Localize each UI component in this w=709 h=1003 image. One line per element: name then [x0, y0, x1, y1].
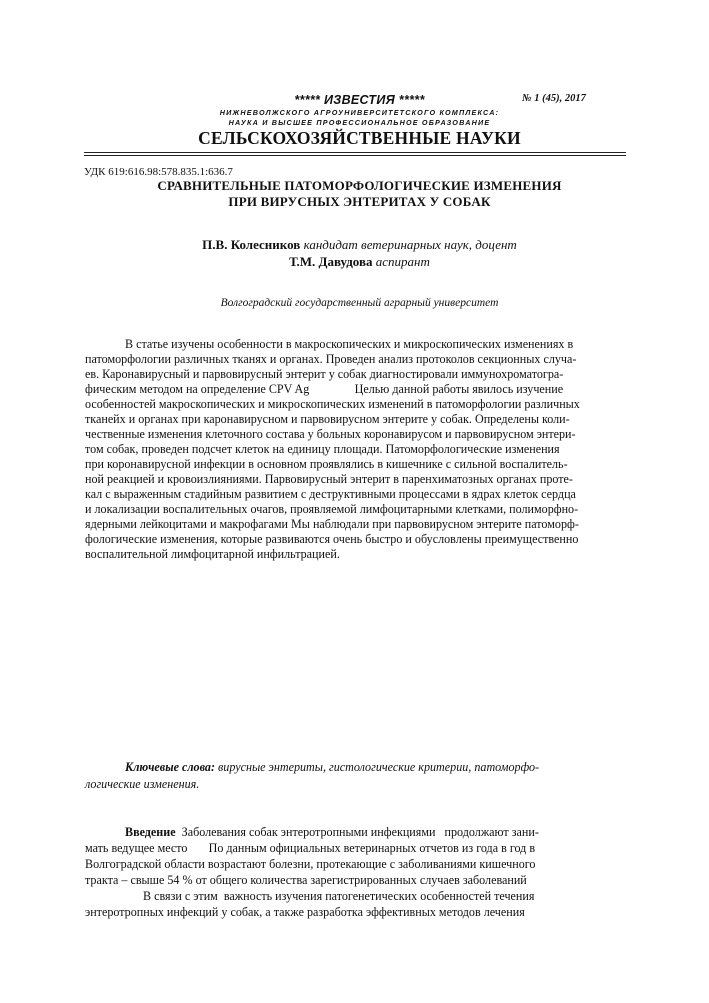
- author-2: [0, 254, 709, 270]
- article-title-line1: СРАВНИТЕЛЬНЫЕ ПАТОМОРФОЛОГИЧЕСКИЕ ИЗМЕНЕНИЯ: [157, 178, 562, 193]
- affiliation: Волгоградский государственный аграрный университет: [220, 297, 499, 309]
- intro-line: тракта – свыше 54 % от общего количества зарегистрированных случаев заболеваний: [85, 873, 527, 887]
- abstract-line: воспалительной лимфоцитарной инфильтрацией.: [85, 547, 340, 561]
- header-rule-top: [84, 152, 626, 153]
- journal-subtitle-line2: НАУКА И ВЫСШЕЕ ПРОФЕССИОНАЛЬНОЕ ОБРАЗОВАНИЕ: [228, 118, 491, 127]
- abstract-line: кал с выраженным стадийным развитием с деструктивными процессами в ядрах клеток сердца: [85, 487, 576, 501]
- journal-title: ***** ИЗВЕСТИЯ *****: [294, 93, 425, 107]
- journal-subtitle-line1: НИЖНЕВОЛЖСКОГО АГРОУНИВЕРСИТЕТСКОГО КОМПЛЕКСА:: [219, 108, 500, 117]
- intro-text: Заболевания собак энтеротропными инфекциями продолжают зани-: [175, 825, 539, 839]
- abstract-line: чественные изменения клеточного состава у больных коронавирусом и парвовирусном энтери-: [85, 427, 576, 441]
- abstract-line: ев. Каронавирусный и парвовирусный энтерит у собак диагностировали иммунохроматогра-: [85, 367, 564, 381]
- author-2-role: аспирант: [375, 254, 430, 269]
- udk-code: УДК 619:616.98:578.835.1:636.7: [84, 166, 233, 178]
- author-2-name: Т.М. Давудова: [289, 254, 373, 269]
- abstract-line: ной реакцией и кровоизлияниями. Парвовирусный энтерит в паренхиматозных органах проте-: [85, 472, 573, 486]
- abstract-line: том собак, проведен подсчет клеток на единицу площади. Патоморфологические изменения: [85, 442, 560, 456]
- abstract-line: тканейх и органах при каронавирусном и парвовирусном энтерите у собак. Определены коли-: [85, 412, 570, 426]
- abstract-line: фическим методом на определение CPV Ag Целью данной работы явилось изучение: [85, 382, 564, 396]
- intro-line: В связи с этим важность изучения патогенетических особенностей течения: [143, 889, 535, 903]
- abstract-line: при коронавирусной инфекции в основном проявлялись в кишечнике с сильной воспалитель-: [85, 457, 568, 471]
- intro-label: Введение: [125, 825, 176, 839]
- header-rule-bottom: [84, 155, 626, 156]
- issue-number: № 1 (45), 2017: [522, 93, 586, 104]
- abstract-line: фологические изменения, которые развиваются очень быстро и обусловлены преимущественно: [85, 532, 579, 546]
- intro-line: энтеротропных инфекций у собак, а также разработка эффективных методов лечения: [85, 905, 525, 919]
- intro-line: Волгоградской области возрастают болезни, протекающие с заболиваниями кишечного: [85, 857, 536, 871]
- intro-line: мать ведущее место По данным официальных ветеринарных отчетов из года в год в: [85, 841, 536, 855]
- keywords-text-cont: логические изменения.: [85, 777, 200, 791]
- author-1-name: П.В. Колесников: [202, 237, 301, 252]
- keywords-label: Ключевые слова:: [125, 760, 215, 774]
- abstract-line: и локализации воспалительных очагов, проявляемой лимфоцитарными клетками, полиморфно-: [85, 502, 579, 516]
- section-heading: СЕЛЬСКОХОЗЯЙСТВЕННЫЕ НАУКИ: [198, 128, 521, 148]
- author-1: [0, 237, 709, 253]
- introduction: [85, 824, 626, 920]
- abstract-line: особенностей макроскопических и микроскопических изменений в патоморфологии различных: [85, 397, 580, 411]
- article-title-line2: ПРИ ВИРУСНЫХ ЭНТЕРИТАХ У СОБАК: [228, 194, 491, 209]
- keywords-text: вирусные энтериты, гистологические критерии, патоморфо-: [215, 760, 540, 774]
- abstract: [85, 337, 626, 562]
- abstract-line: патоморфологии различных тканях и органах. Проведен анализ протоколов секционных случа-: [85, 352, 577, 366]
- author-1-role: кандидат ветеринарных наук, доцент: [303, 237, 517, 252]
- abstract-line: ядерными лейкоцитами и макрофагами Мы наблюдали при парвовирусном энтерите патоморф-: [85, 517, 579, 531]
- keywords: [85, 759, 626, 793]
- abstract-line: В статье изучены особенности в макроскопических и микроскопических изменениях в: [125, 337, 574, 351]
